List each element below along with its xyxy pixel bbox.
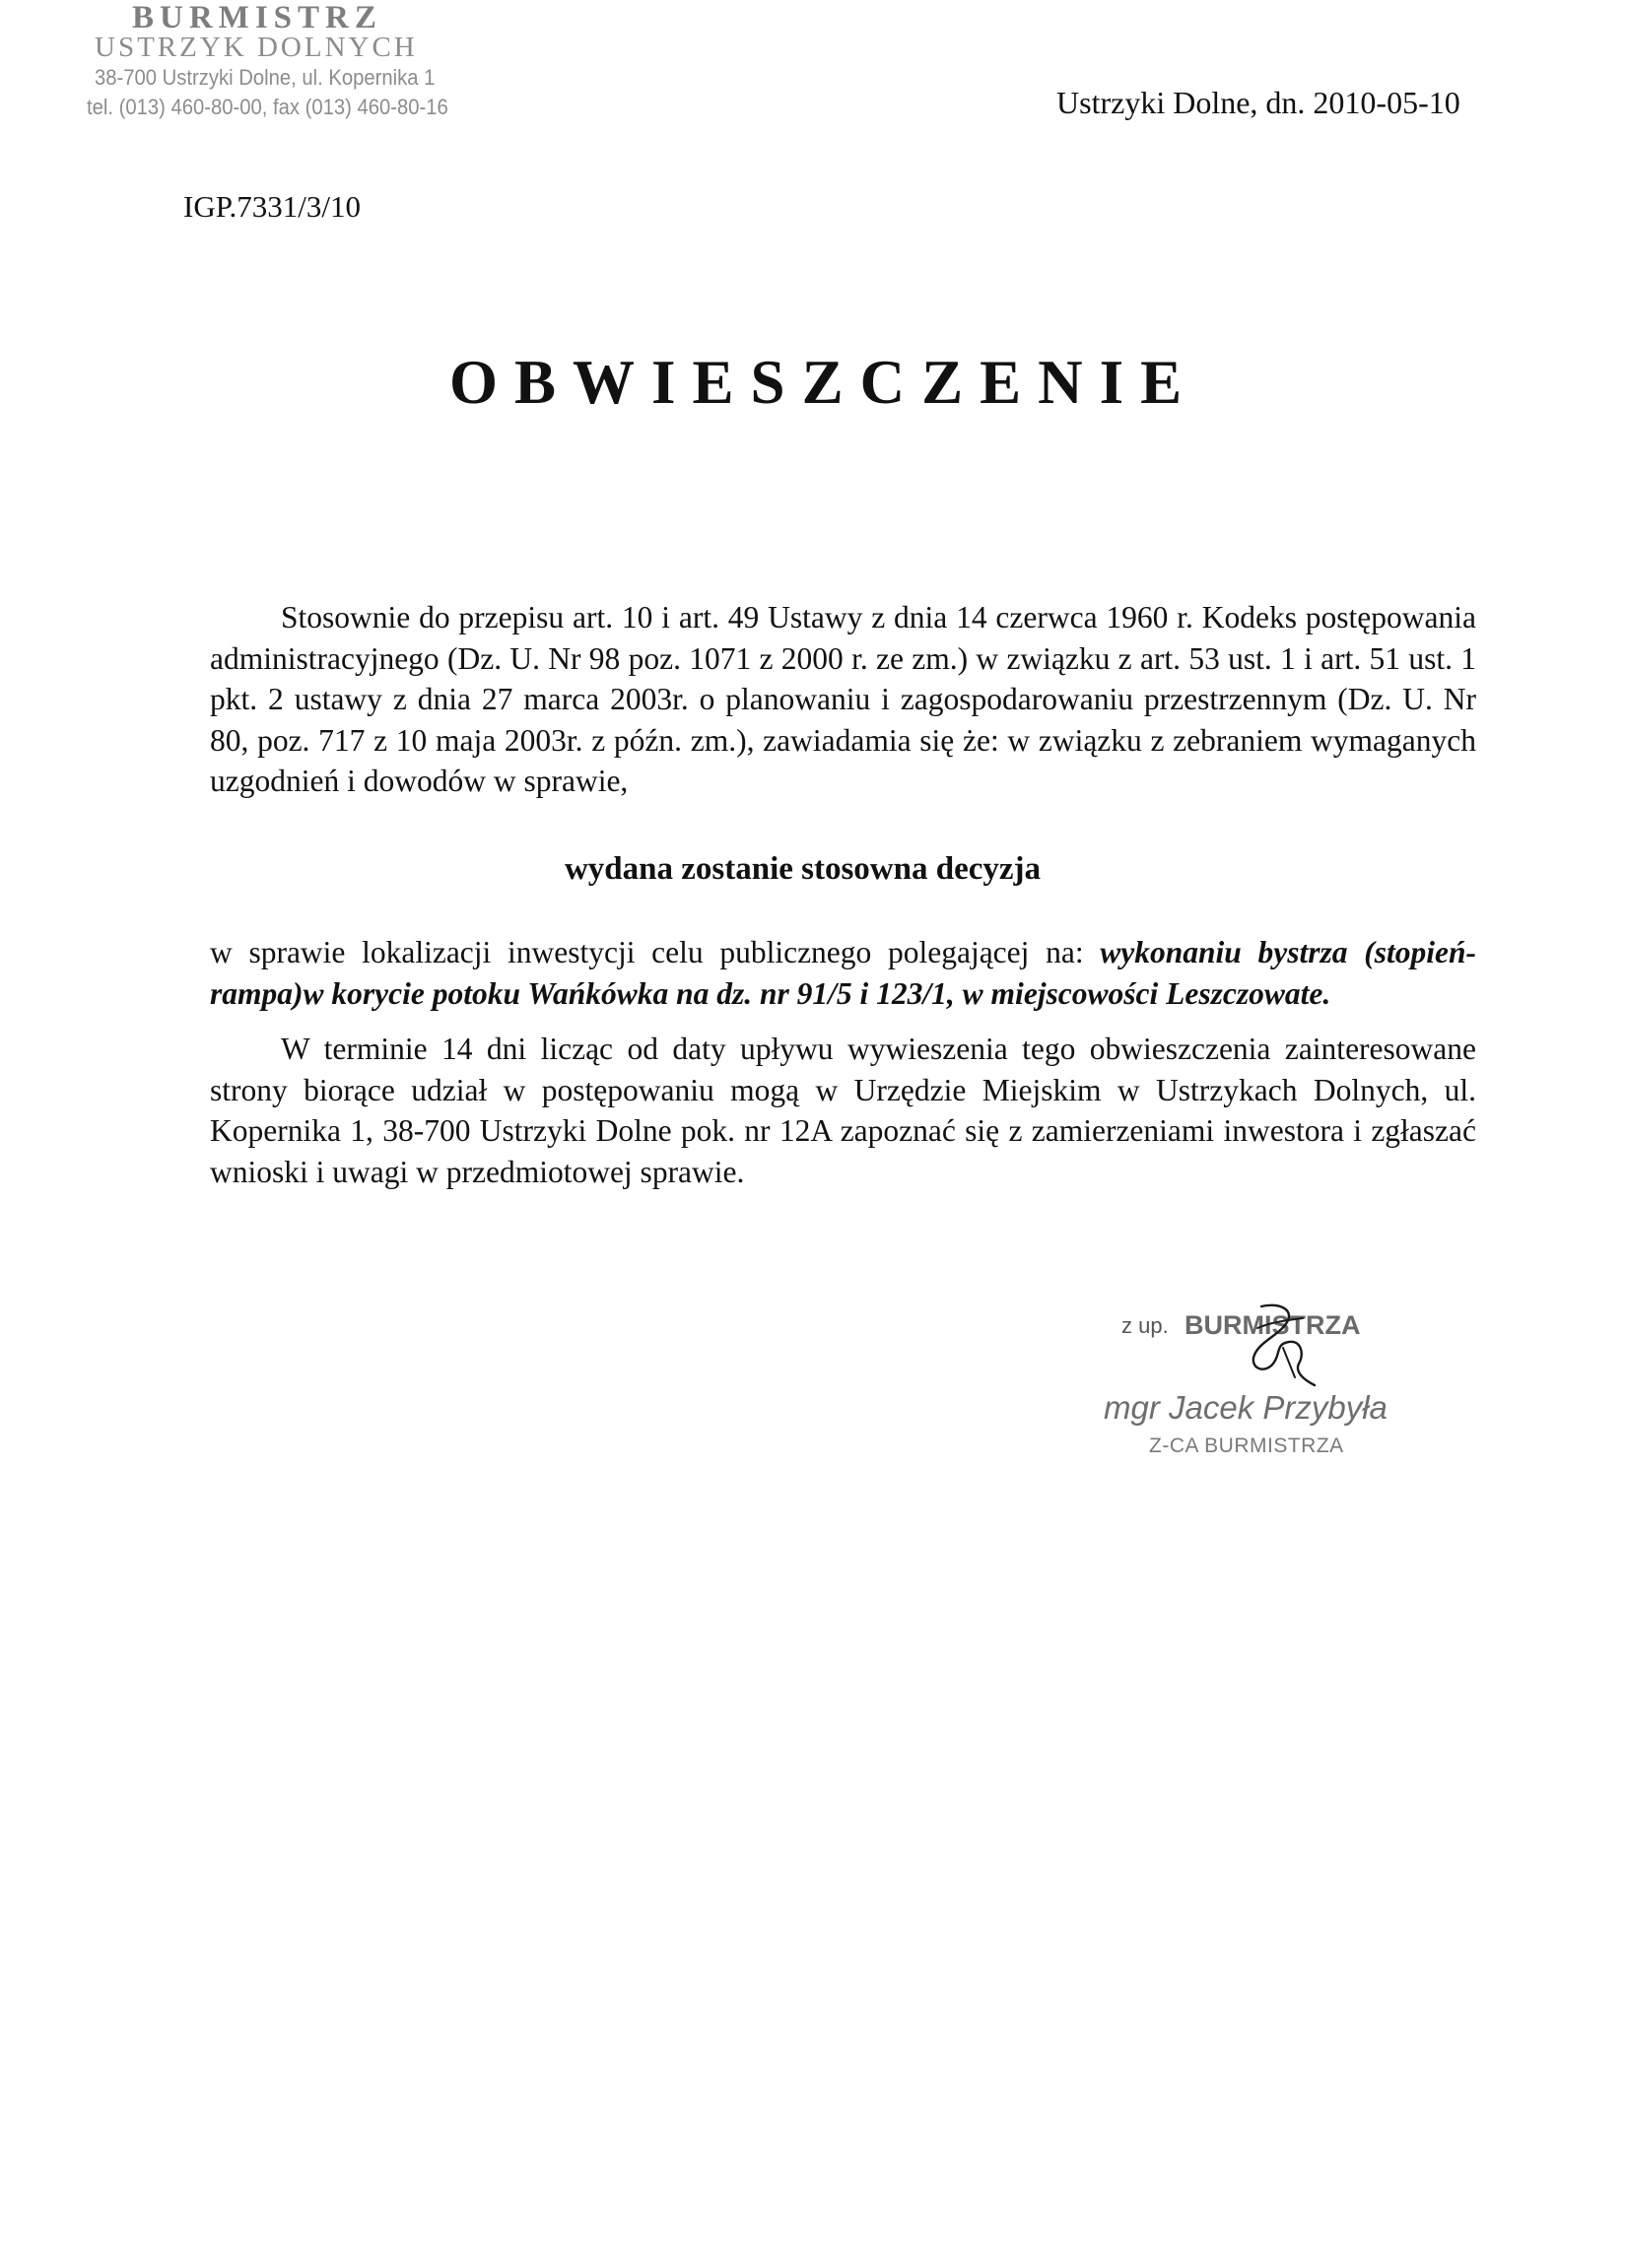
signature-on-behalf: z up.: [1121, 1313, 1169, 1338]
investment-intro: w sprawie lokalizacji inwestycji celu publicznego polegającej na:: [210, 935, 1101, 969]
legal-basis-paragraph: Stosownie do przepisu art. 10 i art. 49 Ustawy z dnia 14 czerwca 1960 r. Kodeks postępowania administracyjnego (Dz. U. Nr 98 poz. 1071 z 2000 r. ze zm.) w związku z art. 53 ust. 1 i art. 51 ust. 1 pkt. 2 ustawy z dnia 27 marca 2003r. o planowaniu i zagospodarowaniu przestrzennym (Dz. U. Nr 80, poz. 717 z 10 maja 2003r. z późn. zm.), zawiadamia się że: w związku z zebraniem wymaganych uzgodnień i dowodów w sprawie,: [210, 600, 1476, 798]
decision-text: wydana zostanie stosowna decyzja: [564, 851, 1042, 887]
decision-announcement: [0, 851, 1625, 888]
stamp-phone: tel. (013) 460-80-00, fax (013) 460-80-16: [87, 95, 448, 119]
signature-authority: BURMISTRZA: [1185, 1310, 1361, 1340]
handwritten-signature: [1244, 1299, 1322, 1389]
stamp-address: 38-700 Ustrzyki Dolne, ul. Kopernika 1: [95, 65, 436, 90]
reference-number: IGP.7331/3/10: [183, 189, 361, 224]
signatory-role: Z-CA BURMISTRZA: [1149, 1434, 1344, 1457]
investment-paragraph: [210, 932, 1476, 1014]
investment-description: wykonaniu bystrza (stopień-rampa)w korycie potoku Wańkówka na dz. nr 91/5 i 123/1, w miejscowości Leszczowate.: [210, 935, 1476, 1011]
stamp-title: BURMISTRZ: [132, 0, 382, 35]
signatory-name: mgr Jacek Przybyła: [1104, 1389, 1388, 1426]
stamp-city: USTRZYK DOLNYCH: [95, 32, 418, 63]
deadline-paragraph: W terminie 14 dni licząc od daty upływu wywieszenia tego obwieszczenia zainteresowane strony biorące udział w postępowaniu mogą w Urzędzie Miejskim w Ustrzykach Dolnych, ul. Kopernika 1, 38-700 Ustrzyki Dolne pok. nr 12A zapoznać się z zamierzeniami inwestora i zgłaszać wnioski i uwagi w przedmiotowej sprawie.: [210, 1032, 1476, 1189]
place-date: Ustrzyki Dolne, dn. 2010-05-10: [1056, 85, 1460, 120]
document-title: OBWIESZCZENIE: [449, 348, 1199, 417]
